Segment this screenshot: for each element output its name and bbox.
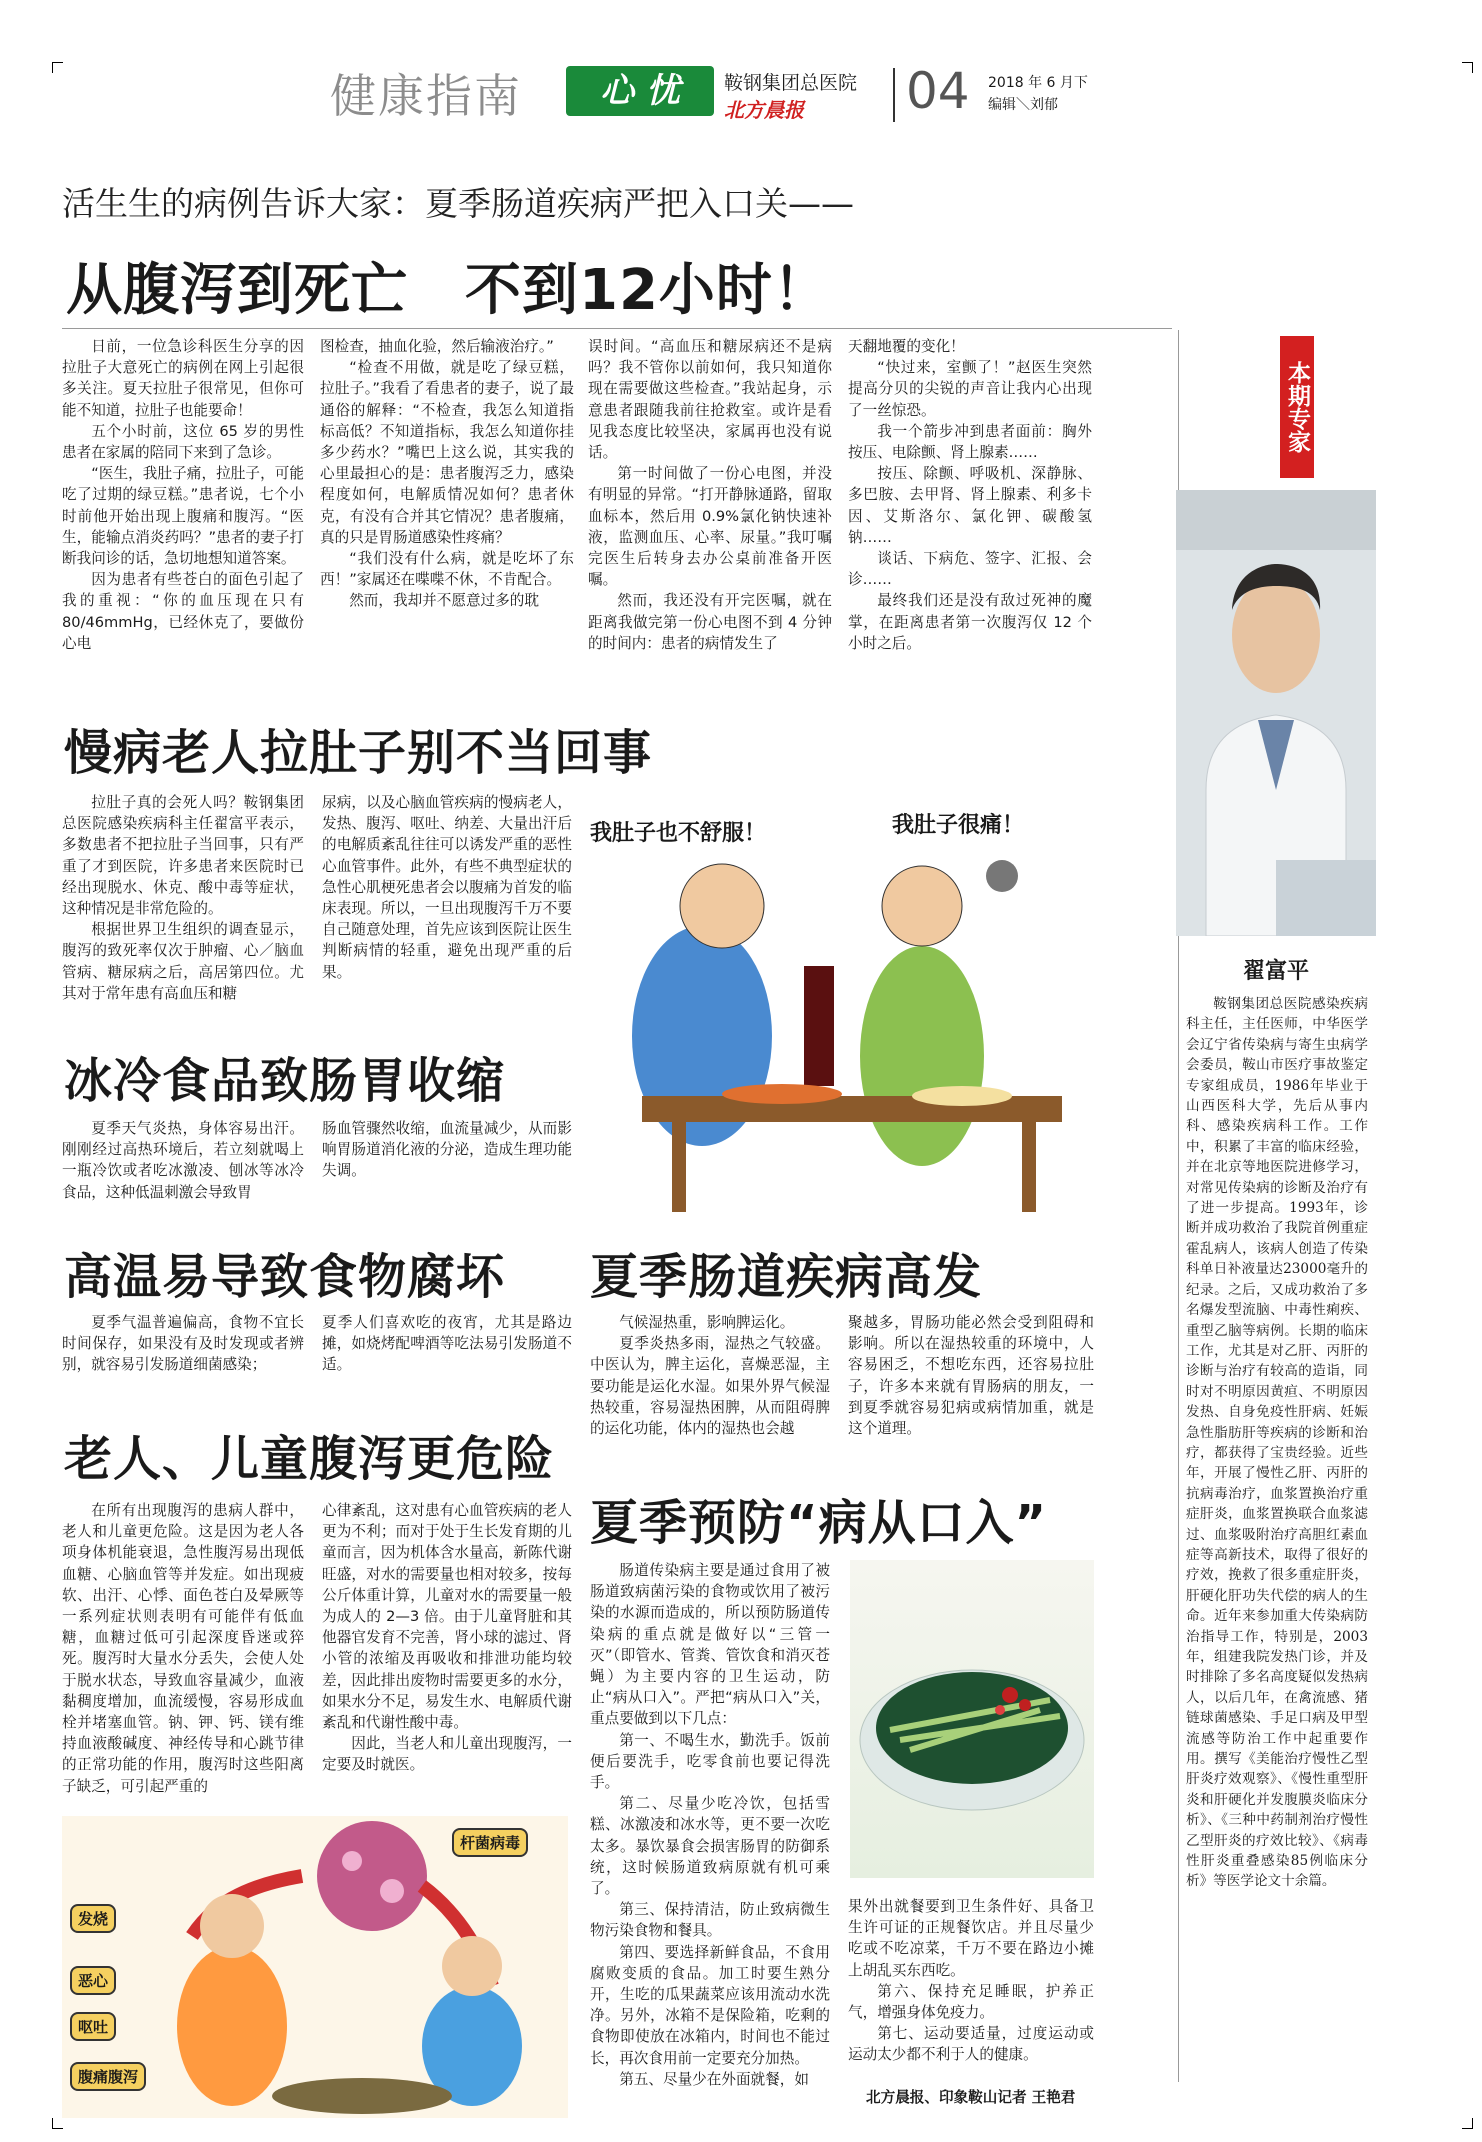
article-kicker: 活生生的病例告诉大家：夏季肠道疾病严把入口关—— [62,184,854,223]
paragraph: 最终我们还是没有敌过死神的魔掌，在距离患者第一次腹泻仅 12 个小时之后。 [848,592,1092,652]
paragraph: “我们没有什么病，就是吃坏了东西！”家属还在喋喋不休，不肯配合。 [320,550,574,589]
paragraph: 然而，我却并不愿意过多的耽 [349,592,539,610]
paragraph: 第七、运动要适量，过度运动或运动太少都不利于人的健康。 [848,2025,1094,2064]
paragraph: 聚越多，胃肠功能必然会受到阻碍和影响。所以在湿热较重的环境中，人容易困乏，不想吃东西，还容易拉肚子，许多本来就有胃肠病的朋友，一到夏季就容易犯病或病情加重，就是这个道理。 [848,1314,1094,1438]
article-col-1 [62,336,304,654]
paragraph: 日前，一位急诊科医生分享的因拉肚子大意死亡的病例在网上引起很多关注。夏天拉肚子很常见，但你可能不知道，拉肚子也能要命！ [62,338,304,419]
crop-mark-br [1462,2118,1473,2129]
paragraph: 第五、尽量少在外面就餐，如 [619,2070,809,2088]
crop-mark-bl [52,2118,63,2129]
crop-mark-tr [1462,62,1473,73]
paragraph: 夏季人们喜欢吃的夜宵，尤其是路边摊，如烧烤配啤酒等吃法易引发肠道不适。 [322,1314,572,1374]
paragraph: “医生，我肚子痛，拉肚子，可能吃了过期的绿豆糕。”患者说，七个小时前他开始出现上腹痛和腹泻。“医生，能输点消炎药吗？”患者的妻子打断我问诊的话，急切地想知道答案。 [62,465,304,568]
paragraph: 按压、除颤、呼吸机、深静脉、多巴胺、去甲肾、肾上腺素、利多卡因、艾斯洛尔、氯化钾、碳酸氢钠…… [848,465,1092,546]
paragraph: 五个小时前，这位 65 岁的男性患者在家属的陪同下来到了急诊。 [62,422,304,462]
paragraph: 肠血管骤然收缩，血流量减少，从而影响胃肠道消化液的分泌，造成生理功能失调。 [322,1120,572,1180]
section-title-prevent: 夏季预防“病从口入” [590,1495,1048,1551]
paragraph: 然而，我还没有开完医嘱，就在距离我做完第一份心电图不到 4 分钟的时间内：患者的病情发生了 [588,592,832,652]
cartoon-label-nausea: 恶心 [70,1966,116,1995]
chronic-col-2 [322,792,572,983]
section-title-chronic: 慢病老人拉肚子别不当回事 [64,725,653,781]
section-title-heat: 高温易导致食物腐坏 [64,1249,506,1305]
elderly-col-1 [62,1500,304,1797]
article-title: 从腹泻到死亡 不到12小时！ [66,258,830,323]
paragraph: 夏季天气炎热，身体容易出汗。刚刚经过高热环境后，若立刻就喝上一瓶冷饮或者吃冰激凌、刨冰等冰冷食品，这种低温刺激会导致胃 [62,1120,304,1201]
heat-col-1 [62,1312,304,1376]
section-title-cold: 冰冷食品致肠胃收缩 [64,1053,506,1109]
cartoon-label-diarrhea: 腹痛腹泻 [70,2062,146,2091]
expert-portrait [1176,490,1376,936]
diarrhea-cartoon [62,1816,568,2118]
title-rule [62,328,1172,329]
crop-mark-tl [52,62,63,73]
expert-bio [1186,994,1368,1892]
paragraph: 在所有出现腹泻的患病人群中，老人和儿童更危险。这是因为老人各项身体机能衰退，急性腹泻易出现低血糖、心脑血管等并发症。如出现疲软、出汗、心悸、面色苍白及晕厥等一系列症状则表明有可能伴有低血糖，血糖过低可引起深度昏迷或猝死。腹泻时大量水分丢失，会使人处于脱水状态，导致血容量减少，血液黏稠度增加，血流缓慢，容易形成血栓并堵塞血管。钠、钾、钙、镁有维持血液酸碱度、神经传导和心跳节律的正常功能的作用，腹泻时这些阳离子缺乏，可引起严重的 [62,1502,304,1795]
paragraph: 因为患者有些苍白的面色引起了我的重视：“你的血压现在只有 80/46mmHg，已经休克了，要做份心电 [62,571,304,652]
portrait-drawing [1176,490,1376,936]
paragraph: 心律紊乱，这对患有心血管疾病的老人更为不利；而对于处于生长发育期的儿童而言，因为机体含水量高，新陈代谢旺盛，对水的需要量也相对较多，按每公斤体重计算，儿童对水的需要量一般为成人的 2—3 倍。由于儿童肾脏和其他器官发育不完善，肾小球的滤过、肾小管的浓缩及再吸收和排泄功能均较差，因此排出废物时需要更多的水分，如果水分不足，易发生水、电解质代谢紊乱和代谢性酸中毒。 [322,1502,572,1732]
prevent-col-2 [848,1896,1094,2066]
byline: 北方晨报、印象鞍山记者 王艳君 [866,2089,1076,2106]
paragraph: 天翻地覆的变化！ [848,338,965,355]
prevent-col-1 [590,1560,830,2090]
summer-col-1 [590,1312,830,1439]
paragraph: 气候湿热重，影响脾运化。 [619,1314,795,1331]
paragraph: 夏季炎热多雨，湿热之气较盛。中医认为，脾主运化，喜燥恶湿，主要功能是运化水湿。如果外界气候湿热较重，容易湿热困脾，从而阻碍脾的运化功能，体内的湿热也会越 [590,1335,830,1438]
paragraph: 误时间。“高血压和糖尿病还不是病吗？我不管你以前如何，我只知道你现在需要做这些检查。”我站起身，示意患者跟随我前往抢救室。或许是看见我态度比较坚决，家属再也没有说话。 [588,338,832,462]
paragraph: 第六、保持充足睡眠，护养正气，增强身体免疫力。 [848,1982,1094,2022]
expert-bio-text: 鞍钢集团总医院感染疾病科主任，主任医师，中华医学会辽宁省传染病与寄生虫病学会委员，鞍山市医疗事故鉴定专家组成员，1986年毕业于山西医科大学，先后从事内科、感染疾病科工作。工作中，积累了丰富的临床经验，并在北京等地医院进修学习，对常见传染病的诊断及治疗有了进一步提高。1993年，诊断并成功救治了我院首例重症霍乱病人，该病人创造了传染科单日补液量达23000毫升的纪录。之后，又成功救治了多名爆发型流脑、中毒性痢疾、重型乙脑等病例。长期的临床工作，尤其是对乙肝、丙肝的诊断与治疗有较高的造诣，同时对不明原因黄疸、不明原因发热、自身免疫性肝病、妊娠急性脂肪肝等疾病的诊断和治疗，都获得了宝贵经验。近些年，开展了慢性乙肝、丙肝的抗病毒治疗，血浆置换治疗重症肝炎，血浆置换联合血浆滤过、血浆吸附治疗高胆红素血症等高新技术，取得了很好的疗效，挽救了很多重症肝炎，肝硬化肝功失代偿的病人的生命。近年来参加重大传染病防治指导工作，特别是，2003年，组建我院发热门诊，并及时排除了多名高度疑似发热病人，以后几年，在禽流感、猪链球菌感染、手足口病及甲型流感等防治工作中起重要作用。撰写《美能治疗慢性乙型肝炎疗效观察》、《慢性重型肝炎和肝硬化并发腹膜炎临床分析》、《三种中药制剂治疗慢性乙型肝炎的疗效比较》、《病毒性肝炎重叠感染85例临床分析》等医学论文十余篇。 [1186,996,1368,1890]
cartoon-label-fever: 发烧 [70,1904,116,1933]
expert-tag [1280,336,1314,478]
food-drawing [850,1560,1094,1878]
article-col-2 [320,336,574,612]
speech-bubble-right: 我肚子很痛！ [892,813,1025,838]
cold-col-2 [322,1118,572,1182]
paragraph: 图检查，抽血化验，然后输液治疗。” [320,338,554,355]
section-title-summer: 夏季肠道疾病高发 [590,1249,983,1305]
article-col-3 [588,336,832,654]
paragraph: 第四、要选择新鲜食品，不食用腐败变质的食品。加工时要生熟分开，生吃的瓜果蔬菜应该用流动水洗净。另外，冰箱不是保险箱，吃剩的食物即使放在冰箱内，时间也不能过长，再次食用前一定要充分加热。 [590,1943,830,2067]
paragraph: 我一个箭步冲到患者面前：胸外按压、电除颤、肾上腺素…… [848,422,1092,462]
editor-credit: 编辑＼刘郁 [988,97,1058,113]
section-title-elderly: 老人、儿童腹泻更危险 [64,1431,555,1487]
paragraph: 拉肚子真的会死人吗？鞍钢集团总医院感染疾病科主任翟富平表示，多数患者不把拉肚子当回事，只有严重了才到医院，许多患者来医院时已经出现脱水、休克、酸中毒等症状，这种情况是非常危险的。 [62,794,304,918]
elderly-col-2 [322,1500,572,1776]
paragraph: “检查不用做，就是吃了绿豆糕，拉肚子。”我看了看患者的妻子，说了最通俗的解释：“不检查，我怎么知道指标高低？不知道指标，我怎么知道你挂多少药水？”嘴巴上这么说，其实我的心里最担心的是：患者腹泻乏力，感染程度如何，电解质情况如何？患者休克，有没有合并其它情况？患者腹痛，真的只是胃肠道感染性疼痛？ [320,359,574,546]
paragraph: 第三、保持清洁，防止致病微生物污染食物和餐具。 [590,1901,830,1940]
paper-name: 北方晨报 [724,98,804,122]
paragraph: 根据世界卫生组织的调查显示，腹泻的致死率仅次于肿瘤、心／脑血管病、糖尿病之后，高居第四位。尤其对于常年患有高血压和糖 [62,921,304,1002]
paragraph: 尿病，以及心脑血管疾病的慢病老人，发热、腹泻、呕吐、纳差、大量出汗后的电解质紊乱往往可以诱发严重的恶性心血管事件。此外，有些不典型症状的急性心肌梗死患者会以腹痛为首发的临床表现。所以，一旦出现腹泻千万不要自己随意处理，首先应该到医院让医生判断病情的轻重，避免出现严重的后果。 [322,794,572,981]
paragraph: 果外出就餐要到卫生条件好、具备卫生许可证的正规餐饮店。并且尽量少吃或不吃凉菜，千万不要在路边小摊上胡乱买东西吃。 [848,1898,1094,1979]
cold-col-1 [62,1118,304,1203]
cartoon-label-vomit: 呕吐 [70,2012,116,2041]
heat-col-2 [322,1312,572,1376]
header-logo-mark [566,66,714,116]
partner-name: 鞍钢集团总医院 [724,72,858,94]
speech-bubble-left: 我肚子也不舒服！ [590,821,767,846]
paragraph: 第二、尽量少吃冷饮，包括雪糕、冰激凌和冰水等，更不要一次吃太多。暴饮暴食会损害肠胃的防御系统，这时候肠道致病原就有机可乘了。 [590,1795,830,1898]
header-divider [893,68,895,122]
paragraph: 第一、不喝生水，勤洗手。饭前便后要洗手，吃零食前也要记得洗手。 [590,1731,830,1792]
paragraph: 因此，当老人和儿童出现腹泻，一定要及时就医。 [322,1735,572,1774]
food-photo [850,1560,1094,1878]
chronic-col-1 [62,792,304,1004]
page-number: 04 [906,62,970,120]
issue-date: 2018 年 6 月下 [988,75,1088,91]
cartoon-label-germs: 杆菌病毒 [452,1828,528,1857]
logo-mark-text: 心 忧 [600,71,680,111]
paragraph: 第一时间做了一份心电图，并没有明显的异常。“打开静脉通路，留取血标本，然后用 0.9%氯化钠快速补液，监测血压、心率、尿量。”我叮嘱完医生后转身去办公桌前准备开医嘱。 [588,465,832,589]
paragraph: 夏季气温普遍偏高，食物不宜长时间保存，如果没有及时发现或者辨别，就容易引发肠道细菌感染； [62,1314,304,1374]
expert-name: 翟富平 [1242,958,1309,984]
section-name: 健康指南 [330,69,522,123]
paragraph: “快过来，室颤了！”赵医生突然提高分贝的尖锐的声音让我内心出现了一丝惊恐。 [848,359,1092,419]
cartoon-illustration [582,796,1096,1214]
paragraph: 肠道传染病主要是通过食用了被肠道致病菌污染的食物或饮用了被污染的水源而造成的，所以预防肠道传染病的重点就是做好以“三管一灭”（即管水、管粪、管饮食和消灭苍蝇）为主要内容的卫生运动，防止“病从口入”。严把“病从口入”关，重点要做到以下几点： [590,1562,830,1728]
summer-col-2 [848,1312,1094,1439]
expert-tag-text: 本期专家 [1284,361,1310,453]
paragraph: 谈话、下病危、签字、汇报、会诊…… [848,550,1092,589]
cartoon-drawing [582,796,1096,1214]
article-col-4 [848,336,1092,654]
